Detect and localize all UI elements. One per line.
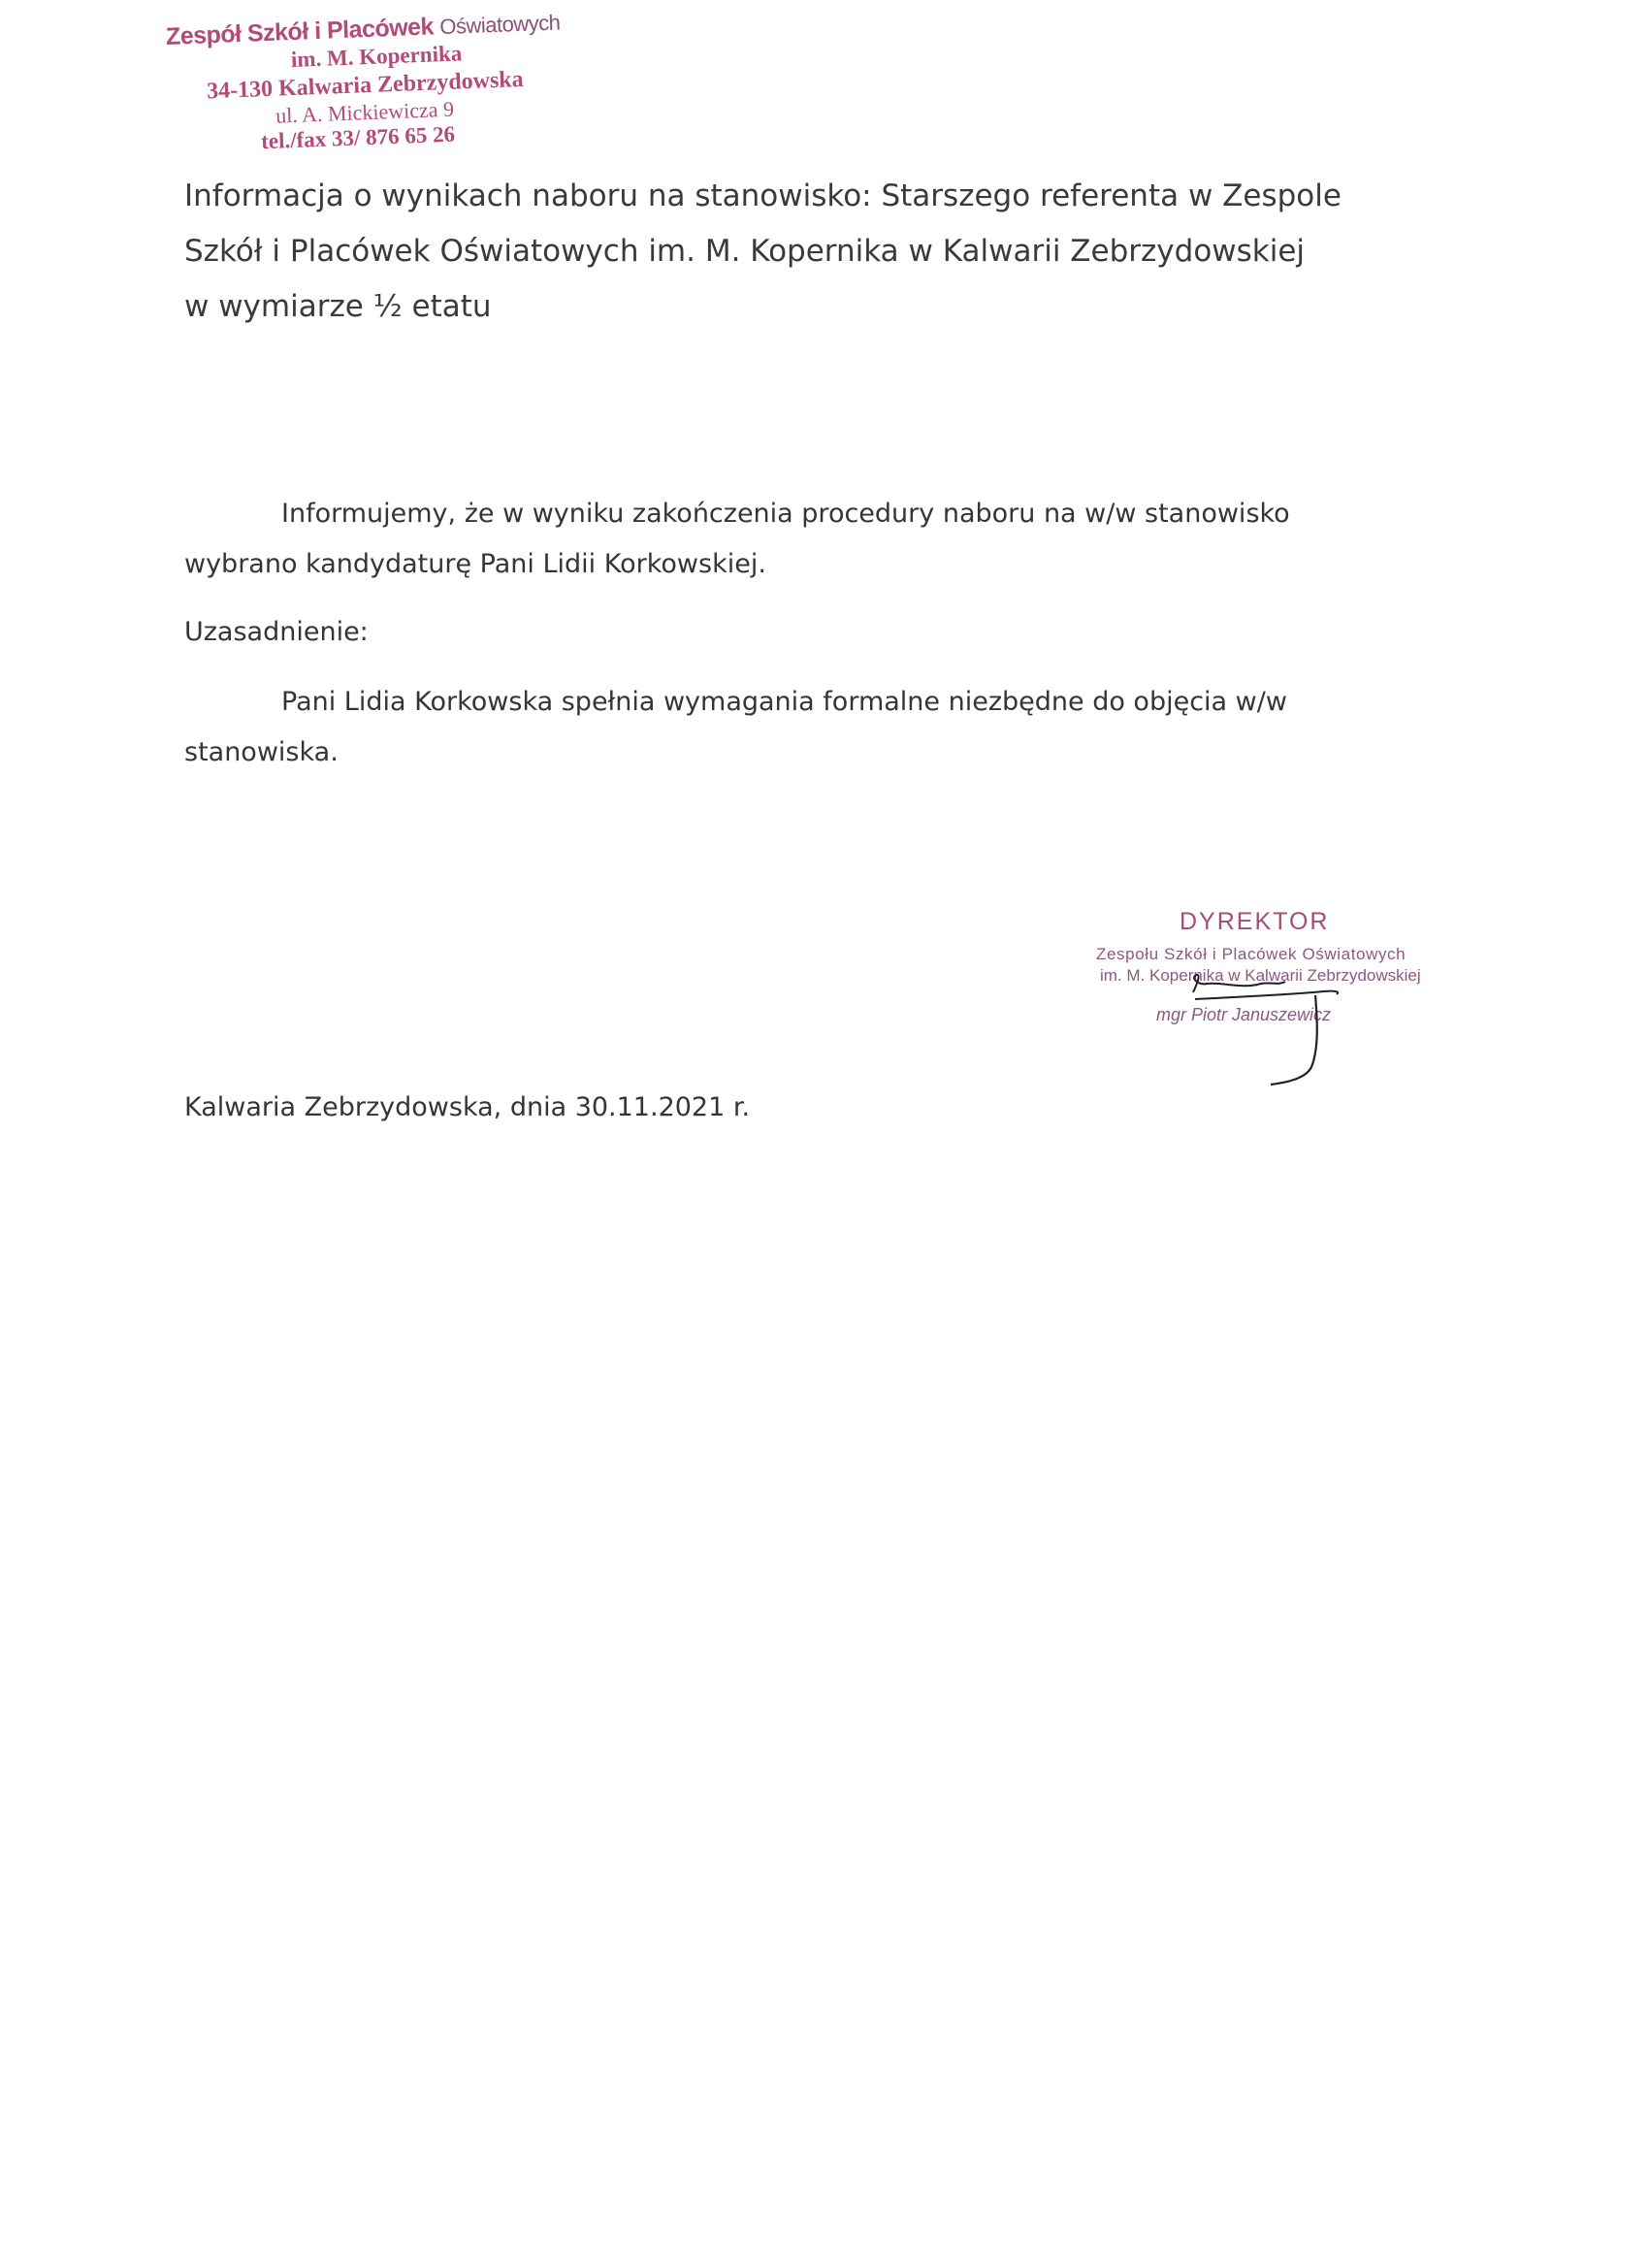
signature-title: DYREKTOR <box>1180 908 1330 935</box>
announcement-line-2: wybrano kandydaturę Pani Lidii Korkowskiej. <box>184 549 766 579</box>
director-signature-stamp <box>1086 902 1494 1096</box>
stamp-line-1 <box>166 10 561 49</box>
stamp-line-5: tel./fax 33/ 876 65 26 <box>260 121 456 154</box>
justification-line-2: stanowiska. <box>184 737 339 767</box>
justification-label <box>184 607 1368 658</box>
school-stamp <box>165 0 597 157</box>
handwritten-signature <box>1086 902 1494 1096</box>
signature-line-1: Zespołu Szkół i Placówek Oświatowych <box>1096 945 1406 963</box>
stamp-line-2: im. M. Kopernika <box>290 41 463 73</box>
stamp-school-name-faint: Oświatowych <box>438 10 561 40</box>
title-line-3: w wymiarze ½ etatu <box>184 289 492 324</box>
place-and-date: Kalwaria Zebrzydowska, dnia 30.11.2021 r. <box>184 1092 751 1122</box>
justification-paragraph <box>184 677 1368 778</box>
stamp-line-4: ul. A. Mickiewicza 9 <box>275 96 455 128</box>
announcement-line-1: Informujemy, że w wyniku zakończenia procedury naboru na w/w stanowisko <box>281 499 1290 529</box>
justification-line-1: Pani Lidia Korkowska spełnia wymagania formalne niezbędne do objęcia w/w <box>281 687 1287 717</box>
title-line-2: Szkół i Placówek Oświatowych im. M. Kopernika w Kalwarii Zebrzydowskiej <box>184 234 1306 269</box>
signature-line-3: mgr Piotr Januszewicz <box>1156 1005 1332 1024</box>
justification-heading: Uzasadnienie: <box>184 617 369 647</box>
stamp-line-3: 34-130 Kalwaria Zebrzydowska <box>206 66 525 105</box>
signature-line-2: im. M. Kopernika w Kalwarii Zebrzydowskiej <box>1100 966 1421 985</box>
announcement-paragraph <box>184 489 1368 590</box>
title-line-1: Informacja o wynikach naboru na stanowisko: Starszego referenta w Zespole <box>184 178 1342 213</box>
document-title <box>184 169 1387 335</box>
stamp-school-name: Zespół Szkół i Placówek <box>165 13 435 50</box>
